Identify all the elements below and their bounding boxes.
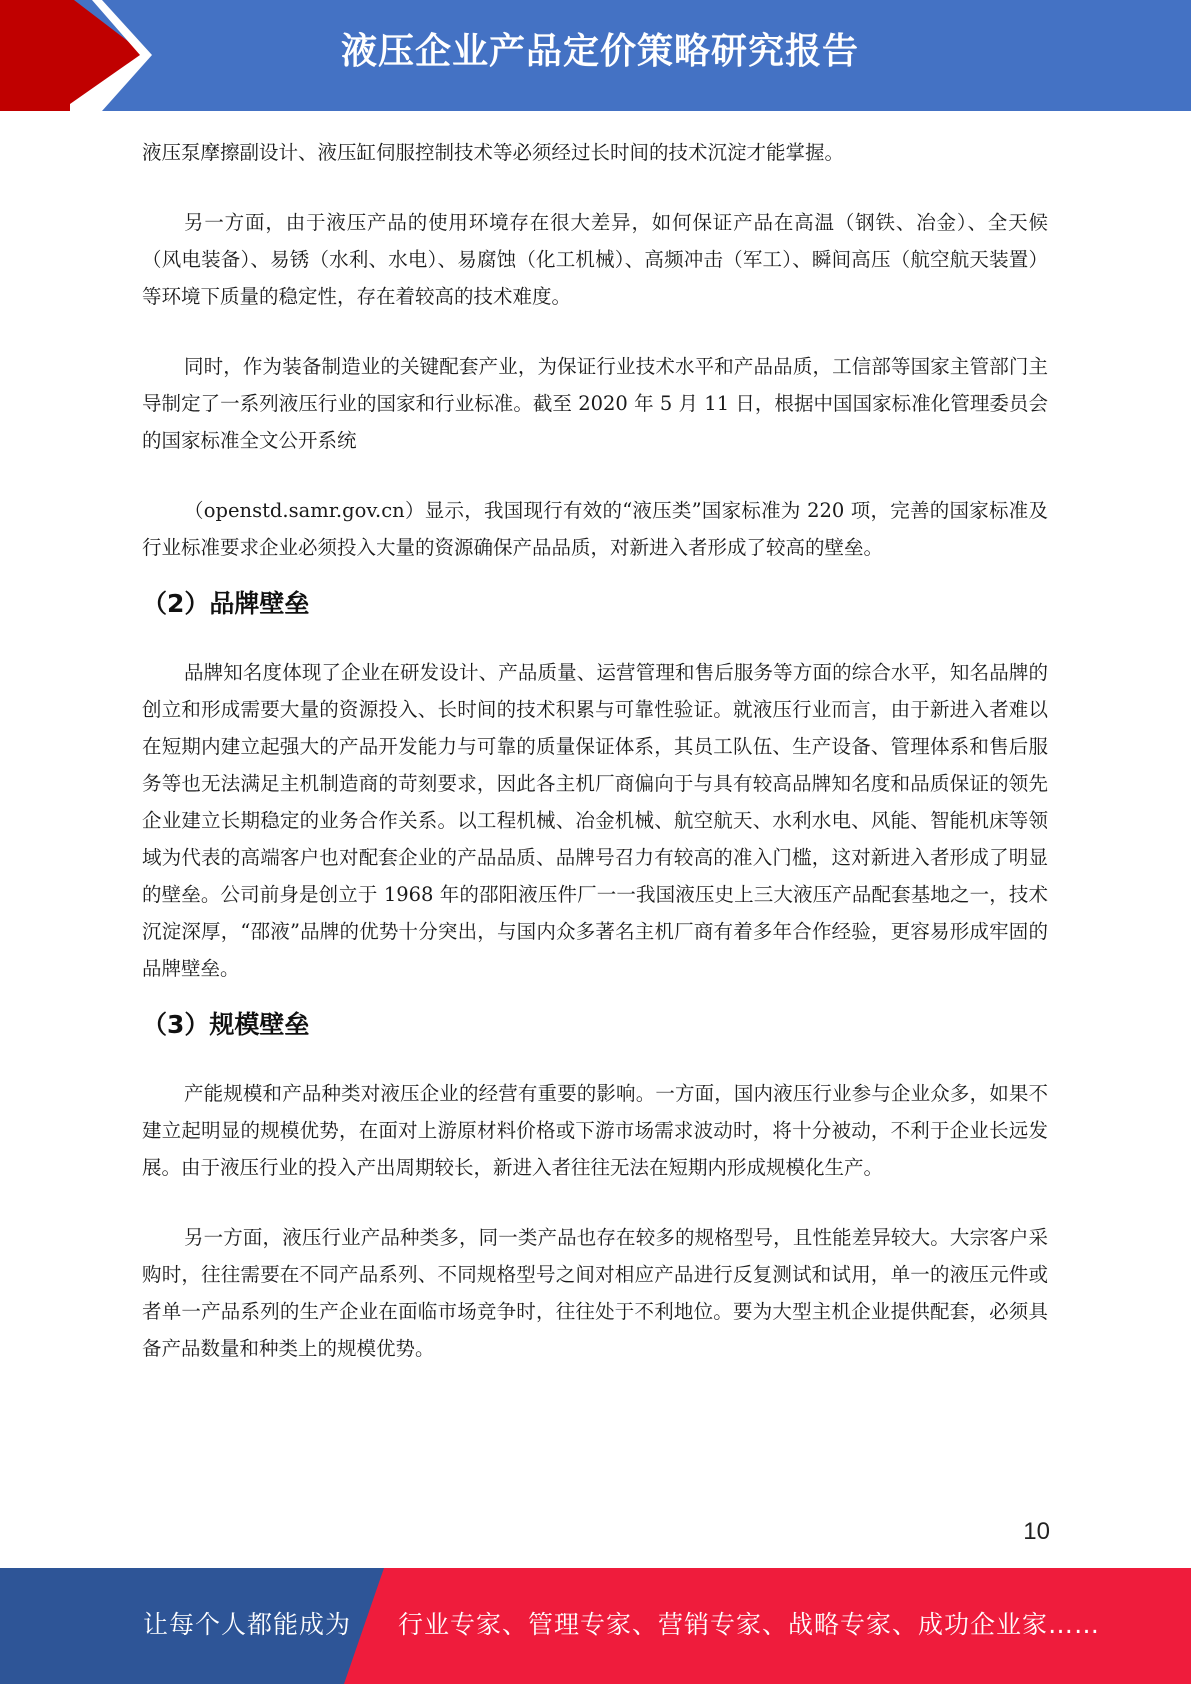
paragraph-standards: 同时，作为装备制造业的关键配套产业，为保证行业技术水平和产品品质，工信部等国家主管部门主导制定了一系列液压行业的国家和行业标准。截至 2020 年 5 月 11 日，根据中国国家标准化管理委员会的国家标准全文公开系统 xyxy=(142,355,1048,452)
header-red-arrow xyxy=(0,0,150,111)
report-title: 液压企业产品定价策略研究报告 xyxy=(340,31,859,72)
paragraph-tech-continuation: 液压泵摩擦副设计、液压缸伺服控制技术等必须经过长时间的技术沉淀才能掌握。 xyxy=(142,141,845,164)
paragraph-standards-source: （openstd.samr.gov.cn）显示，我国现行有效的“液压类”国家标准为 220 项，完善的国家标准及行业标准要求企业必须投入大量的资源确保产品品质，对新进入者形成了较高的壁垒。 xyxy=(142,499,1048,559)
paragraph-environment: 另一方面，由于液压产品的使用环境存在很大差异，如何保证产品在高温（钢铁、冶金）、全天候（风电装备）、易锈（水利、水电）、易腐蚀（化工机械）、高频冲击（军工）、瞬间高压（航空航天装置）等环境下质量的稳定性，存在着较高的技术难度。 xyxy=(142,211,1048,308)
footer-slogan-right: 行业专家、管理专家、营销专家、战略专家、成功企业家…… xyxy=(398,1610,1101,1639)
page-number: 10 xyxy=(1023,1518,1050,1545)
footer-slogan-left: 让每个人都能成为 xyxy=(143,1610,352,1639)
paragraph-brand: 品牌知名度体现了企业在研发设计、产品质量、运营管理和售后服务等方面的综合水平，知名品牌的创立和形成需要大量的资源投入、长时间的技术积累与可靠性验证。就液压行业而言，由于新进入者难以在短期内建立起强大的产品开发能力与可靠的质量保证体系，其员工队伍、生产设备、管理体系和售后服务等也无法满足主机制造商的苛刻要求，因此各主机厂商偏向于与具有较高品牌知名度和品质保证的领先企业建立长期稳定的业务合作关系。以工程机械、冶金机械、航空航天、水利水电、风能、智能机床等领域为代表的高端客户也对配套企业的产品品质、品牌号召力有较高的准入门槛，这对新进入者形成了明显的壁垒。公司前身是创立于 1968 年的邵阳液压件厂一一我国液压史上三大液压产品配套基地之一，技术沉淀深厚，“邵液”品牌的优势十分突出，与国内众多著名主机厂商有着多年合作经验，更容易形成牢固的品牌壁垒。 xyxy=(142,661,1048,980)
paragraph-scale-variety: 另一方面，液压行业产品种类多，同一类产品也存在较多的规格型号，且性能差异较大。大宗客户采购时，往往需要在不同产品系列、不同规格型号之间对相应产品进行反复测试和试用，单一的液压元件或者单一产品系列的生产企业在面临市场竞争时，往往处于不利地位。要为大型主机企业提供配套，必须具备产品数量和种类上的规模优势。 xyxy=(142,1226,1048,1360)
paragraph-scale-capacity: 产能规模和产品种类对液压企业的经营有重要的影响。一方面，国内液压行业参与企业众多，如果不建立起明显的规模优势，在面对上游原材料价格或下游市场需求波动时，将十分被动，不利于企业长远发展。由于液压行业的投入产出周期较长，新进入者往往无法在短期内形成规模化生产。 xyxy=(142,1082,1048,1179)
section-heading-scale: （3）规模壁垒 xyxy=(142,1010,310,1039)
section-heading-brand: （2）品牌壁垒 xyxy=(142,589,310,618)
document-body xyxy=(142,134,1048,1367)
page-header xyxy=(0,0,1191,111)
page-footer xyxy=(0,1568,1191,1684)
